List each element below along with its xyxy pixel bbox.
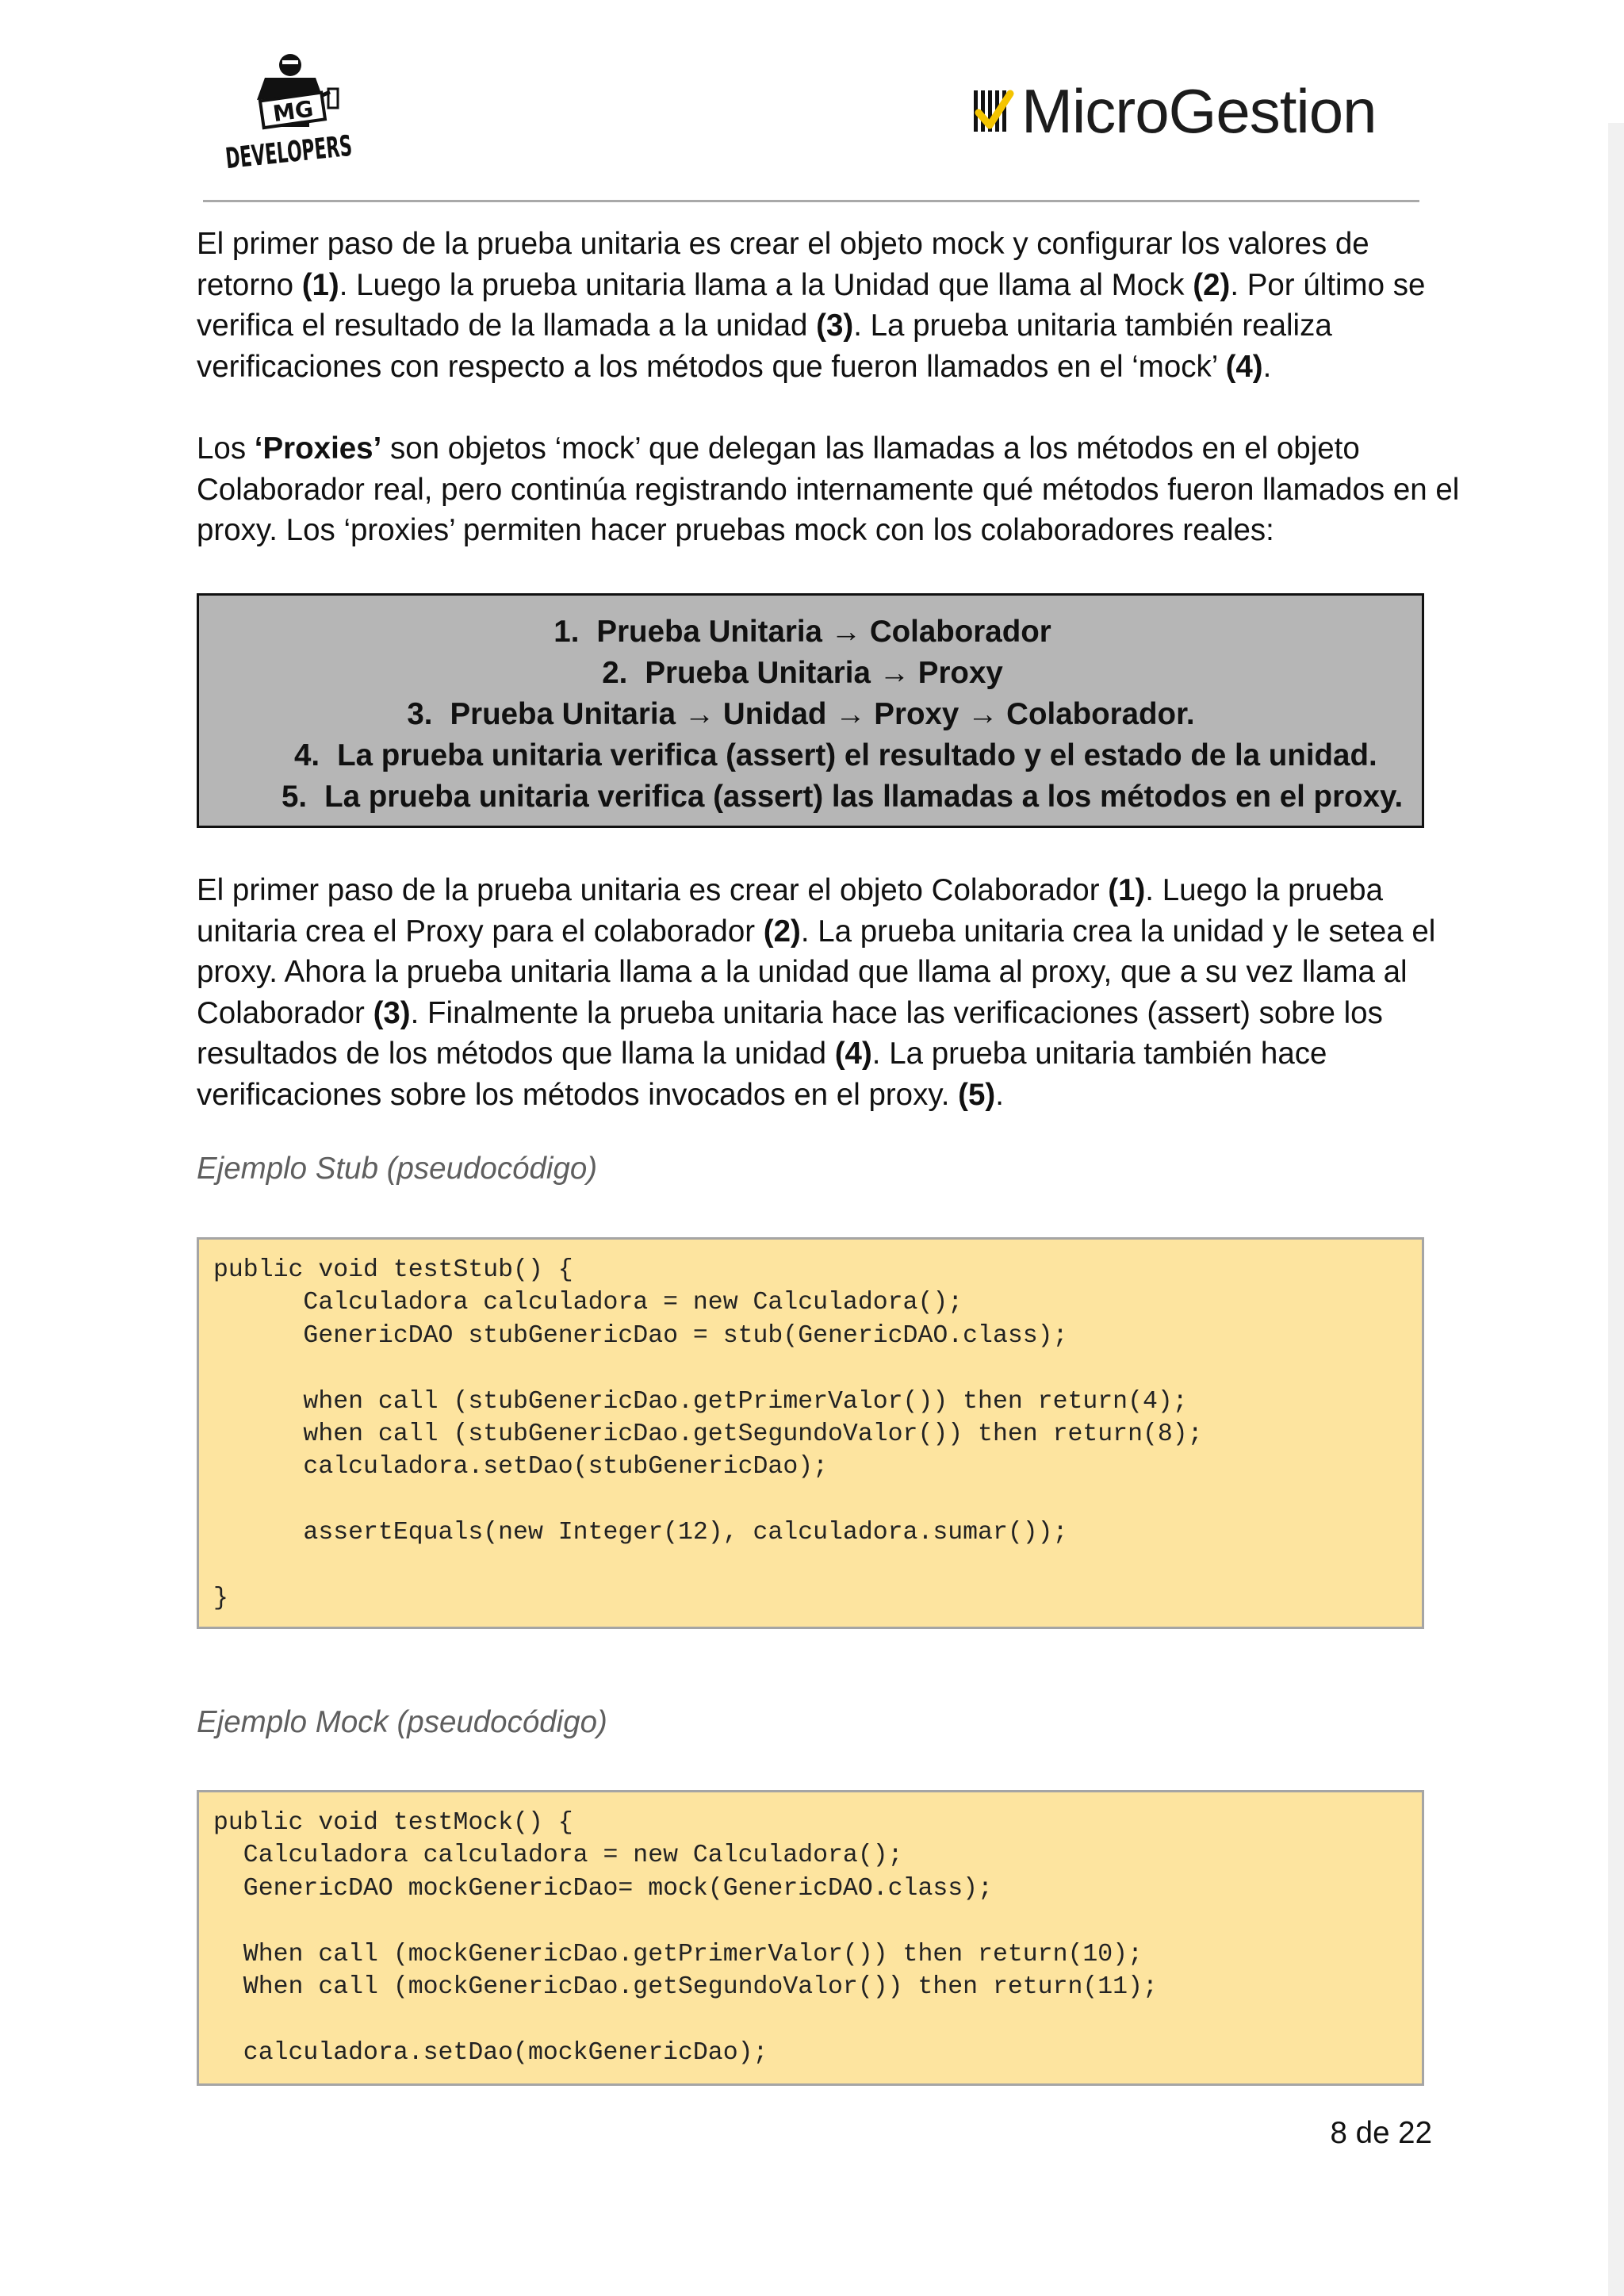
bold-reference: (3) xyxy=(816,309,854,343)
code-line: calculadora.setDao(stubGenericDao); xyxy=(213,1453,829,1481)
page-number: 8 de 22 xyxy=(1330,2116,1432,2150)
page-header xyxy=(0,0,1624,206)
text-run: El primer paso de la prueba unitaria es crear el objeto Colaborador xyxy=(197,873,1109,907)
text-run: . Luego la prueba xyxy=(1145,873,1383,907)
paragraph-line xyxy=(197,470,1473,511)
text-run: unitaria crea el Proxy para el colaborador xyxy=(197,914,764,949)
text-run: Los xyxy=(197,431,255,466)
svg-text:MG: MG xyxy=(271,95,316,128)
text-run: Colaborador xyxy=(197,995,373,1030)
text-run: resultados de los métodos que llama la unidad xyxy=(197,1037,835,1071)
paragraph-line xyxy=(197,1075,1473,1116)
text-run: . La prueba unitaria también realiza xyxy=(853,309,1332,343)
text-run: proxy. Los ‘proxies’ permiten hacer pruebas mock con los colaboradores reales: xyxy=(197,513,1274,547)
text-run: . xyxy=(1262,349,1272,384)
bold-reference: (2) xyxy=(1193,267,1231,302)
proxy-step: 3. Prueba Unitaria → Unidad → Proxy → Colaborador. xyxy=(407,697,1195,731)
text-run: . Por último se xyxy=(1230,267,1426,302)
code-line: public void testMock() { xyxy=(213,1809,573,1837)
text-run: El primer paso de la prueba unitaria es crear el objeto mock y configurar los valores de xyxy=(197,227,1369,261)
bold-reference: (1) xyxy=(301,267,339,302)
code-line: When call (mockGenericDao.getPrimerValor()) then return(10); xyxy=(213,1940,1143,1968)
code-line: Calculadora calculadora = new Calculadora(); xyxy=(213,1842,903,1870)
paragraph-line xyxy=(197,993,1473,1034)
code-line: assertEquals(new Integer(12), calculadora.sumar()); xyxy=(213,1519,1068,1547)
text-run: verificaciones sobre los métodos invocados en el proxy. xyxy=(197,1077,959,1112)
bold-reference: (1) xyxy=(1108,873,1146,907)
code-line: calculadora.setDao(mockGenericDao); xyxy=(213,2038,768,2067)
proxy-step: 1. Prueba Unitaria → Colaborador xyxy=(553,615,1051,649)
mock-example-title: Ejemplo Mock (pseudocódigo) xyxy=(197,1705,607,1739)
code-line: when call (stubGenericDao.getPrimerValor()) then return(4); xyxy=(213,1387,1188,1416)
paragraph-line xyxy=(197,952,1473,993)
mock-code-block xyxy=(197,1790,1424,2086)
code-line: when call (stubGenericDao.getSegundoValor()) then return(8); xyxy=(213,1420,1203,1448)
proxy-steps-box xyxy=(197,593,1424,828)
code-line: GenericDAO stubGenericDao = stub(GenericDAO.class); xyxy=(213,1321,1068,1350)
code-line: public void testStub() { xyxy=(213,1256,573,1284)
microgestion-logo-icon xyxy=(972,86,1013,136)
header-divider xyxy=(203,200,1419,202)
code-line: Calculadora calculadora = new Calculadora(); xyxy=(213,1289,963,1317)
paragraph-line xyxy=(197,224,1473,265)
stub-example-title: Ejemplo Stub (pseudocódigo) xyxy=(197,1152,598,1186)
paragraph-line xyxy=(197,347,1473,388)
paragraph-proxies xyxy=(197,428,1473,551)
bold-reference: ‘Proxies’ xyxy=(254,431,382,466)
code-line: GenericDAO mockGenericDao= mock(GenericDAO.class); xyxy=(213,1874,993,1903)
text-run: . La prueba unitaria también hace xyxy=(871,1037,1327,1071)
microgestion-logo-text: MicroGestion xyxy=(1021,76,1377,146)
paragraph-proxy-steps xyxy=(197,870,1473,1115)
stub-code-block xyxy=(197,1237,1424,1629)
paragraph-line xyxy=(197,428,1473,470)
bold-reference: (2) xyxy=(763,914,801,949)
text-run: . La prueba unitaria crea la unidad y le setea el xyxy=(800,914,1436,949)
text-run: . Finalmente la prueba unitaria hace las verificaciones (assert) sobre los xyxy=(410,995,1383,1030)
bold-reference: (4) xyxy=(1225,349,1263,384)
text-run: . Luego la prueba unitaria llama a la Unidad que llama al Mock xyxy=(339,267,1193,302)
paragraph-line xyxy=(197,911,1473,953)
paragraph-line xyxy=(197,1033,1473,1075)
text-run: proxy. Ahora la prueba unitaria llama a la unidad que llama al proxy, que a su vez llama al xyxy=(197,955,1408,989)
text-run: retorno xyxy=(197,267,302,302)
text-run: son objetos ‘mock’ que delegan las llamadas a los métodos en el objeto xyxy=(381,431,1360,466)
text-run: verifica el resultado de la llamada a la unidad xyxy=(197,309,817,343)
microgestion-logo xyxy=(972,76,1377,146)
bold-reference: (3) xyxy=(373,995,411,1030)
code-line: } xyxy=(213,1585,228,1612)
code-line: When call (mockGenericDao.getSegundoValor()) then return(11); xyxy=(213,1973,1158,2001)
bold-reference: (4) xyxy=(834,1037,872,1071)
proxy-step: 2. Prueba Unitaria → Proxy xyxy=(602,656,1003,690)
paragraph-line xyxy=(197,510,1473,551)
proxy-step: 4. La prueba unitaria verifica (assert) el resultado y el estado de la unidad. xyxy=(294,738,1377,772)
bold-reference: (5) xyxy=(958,1077,996,1112)
page-edge-shadow xyxy=(1608,123,1624,2296)
paragraph-line xyxy=(197,870,1473,911)
proxy-step: 5. La prueba unitaria verifica (assert) las llamadas a los métodos en el proxy. xyxy=(282,780,1404,814)
paragraph-line xyxy=(197,305,1473,347)
paragraph-mock-steps xyxy=(197,224,1473,387)
paragraph-line xyxy=(197,265,1473,306)
text-run: Colaborador real, pero continúa registrando internamente qué métodos fueron llamados en el xyxy=(197,472,1460,507)
svg-text:DEVELOPERS: DEVELOPERS xyxy=(224,121,436,176)
text-run: . xyxy=(995,1077,1004,1112)
mg-developers-logo-icon xyxy=(220,51,436,176)
text-run: verificaciones con respecto a los métodos que fueron llamados en el ‘mock’ xyxy=(197,349,1226,384)
